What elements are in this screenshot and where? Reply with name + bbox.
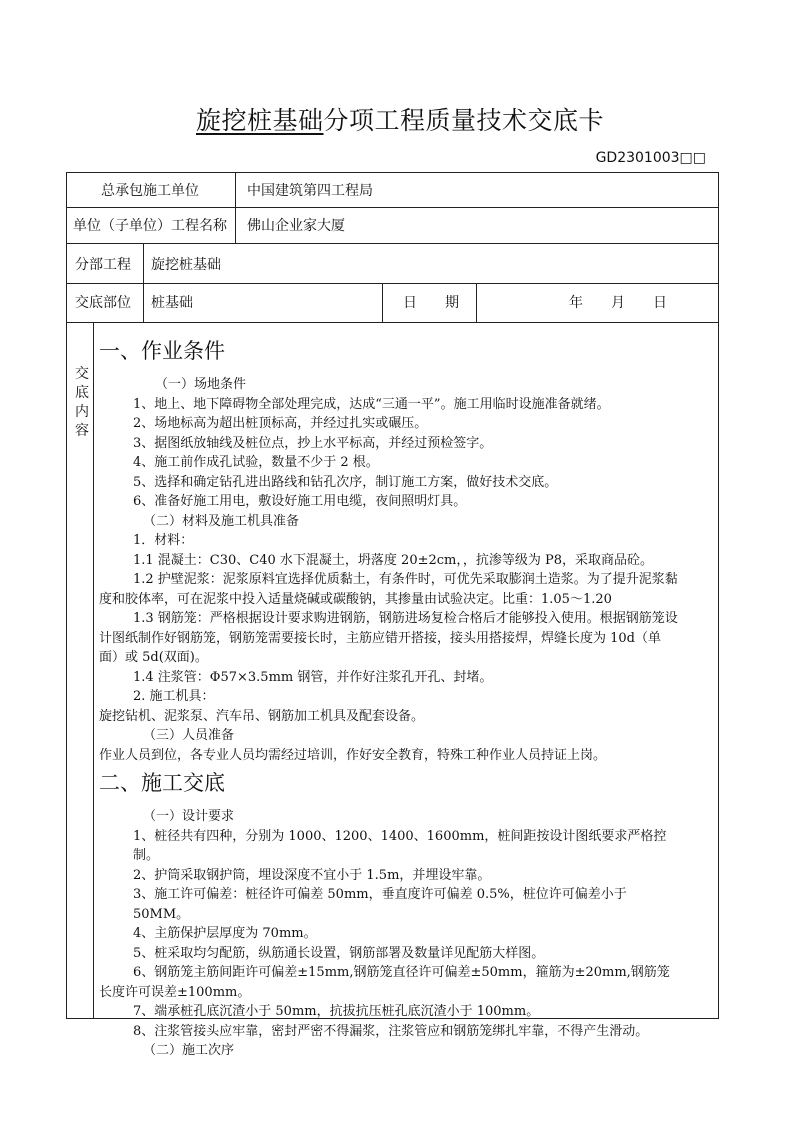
text-line: （二）材料及施工机具准备 [143,513,300,529]
handover-content [99,337,679,1061]
handover-table [66,172,719,1058]
text-line: 5、桩采取均匀配筋，纵筋通长设置，钢筋部署及数量详见配筋大样图。 [133,945,545,961]
text-line: 旋挖钻机、泥浆泵、汽车吊、钢筋加工机具及配套设备。 [99,708,425,724]
text-line: （二）施工次序 [143,1043,235,1058]
text-line: 6、钢筋笼主筋间距许可偏差±15mm,钢筋笼直径许可偏差±50mm，箍筋为±20mm,钢筋笼长度许可误差±100mm。 [99,965,670,1000]
title-underlined: 旋挖桩基础 [195,106,324,135]
section-body-construction-handover [99,807,679,1061]
row-divider [67,322,718,323]
row-divider [67,207,718,208]
text-line: 2、场地标高为超出桩顶标高，并经过扎实或碾压。 [133,416,428,431]
text-line: 4、主筋保护层厚度为 70mm。 [133,926,317,941]
label-project-name: 单位（子单位）工程名称 [73,218,227,234]
text-line: （一）场地条件 [155,377,247,392]
side-char: 底 [75,385,89,401]
section-heading-construction-handover: 二、施工交底 [99,771,225,795]
text-line: 1.2 护壁泥浆：泥浆原料宜选择优质黏土，有条件时，可优先采取膨润土造浆。为了提升泥浆黏度和胶体率，可在泥浆中投入适量烧碱或碳酸钠，其掺量由试验决定。比重：1.05～1.20 [99,572,678,607]
page-title [0,101,800,137]
row-divider [67,283,718,284]
side-char: 交 [75,366,89,382]
text-line: 2. 施工机具： [133,689,215,704]
column-divider [476,283,477,322]
text-line: 1.3 钢筋笼：严格根据设计要求购进钢筋，钢筋进场复检合格后才能够投入使用。根据钢筋笼设计图纸制作好钢筋笼，钢筋笼需要接长时，主筋应错开搭接，接头用搭接焊，焊缝长度为 10d（单面）或 5d(双面)。 [99,611,678,665]
text-line: 1、地上、地下障碍物全部处理完成，达成“三通一平”。施工用临时设施准备就绪。 [133,396,610,412]
column-divider [143,243,144,322]
label-date: 日 期 [403,295,459,311]
column-divider [93,322,94,1018]
text-line: 4、施工前作成孔试验，数量不少于 2 根。 [133,455,379,470]
text-line: 1.1 混凝土：C30、C40 水下混凝土，坍落度 20±2cm，，抗渗等级为 P8，采取商品砼。 [133,552,654,568]
text-line: 6、准备好施工用电，敷设好施工用电缆，夜间照明灯具。 [133,494,467,509]
text-line: 1.4 注浆管：Φ57×3.5mm 钢管，并作好注浆孔开孔、封堵。 [133,669,493,685]
value-project-name: 佛山企业家大厦 [247,218,345,234]
column-divider [382,283,383,322]
text-line: 2、护筒采取钢护筒，埋设深度不宜小于 1.5m，并埋设牢靠。 [133,867,491,883]
value-general-contractor: 中国建筑第四工程局 [247,183,373,199]
section-heading-work-conditions: 一、作业条件 [99,339,225,363]
column-divider [235,173,236,243]
side-char: 容 [75,423,89,439]
label-general-contractor: 总承包施工单位 [101,183,199,199]
text-line: 1、桩径共有四种，分别为 1000、1200、1400、1600mm，桩间距按设计图纸要求严格控制。 [133,828,667,863]
text-line: 3、据图纸放轴线及桩位点，抄上水平标高，并经过预检签字。 [133,435,493,451]
text-line: 1．材料： [133,533,194,548]
text-line: （一）设计要求 [143,809,235,824]
title-rest: 分项工程质量技术交底卡 [323,106,605,135]
text-line: 作业人员到位，各专业人员均需经过培训，作好安全教育，特殊工种作业人员持证上岗。 [99,747,607,763]
text-line: 7、端承桩孔底沉渣小于 50mm，抗拔抗压桩孔底沉渣小于 100mm。 [133,1004,540,1019]
section-body-work-conditions [99,375,679,765]
side-label-content [75,365,89,441]
text-line: 3、施工许可偏差：桩径许可偏差 50mm，垂直度许可偏差 0.5%，桩位许可偏差小于 50MM。 [133,887,627,922]
label-sub-project: 分部工程 [75,257,131,273]
value-sub-project: 旋挖桩基础 [151,257,221,273]
row-divider [67,243,718,244]
side-char: 内 [75,404,89,420]
text-line: （三）人员准备 [143,728,235,743]
document-number: GD2301003□□ [595,150,706,166]
value-date: 年 月 日 [569,295,667,311]
value-handover-location: 桩基础 [151,295,193,311]
text-line: 5、选择和确定钻孔进出路线和钻孔次序，制订施工方案，做好技术交底。 [133,474,558,490]
label-handover-location: 交底部位 [75,295,131,311]
text-line: 8、注浆管接头应牢靠，密封严密不得漏浆，注浆管应和钢筋笼绑扎牢靠，不得产生滑动。 [133,1023,649,1039]
